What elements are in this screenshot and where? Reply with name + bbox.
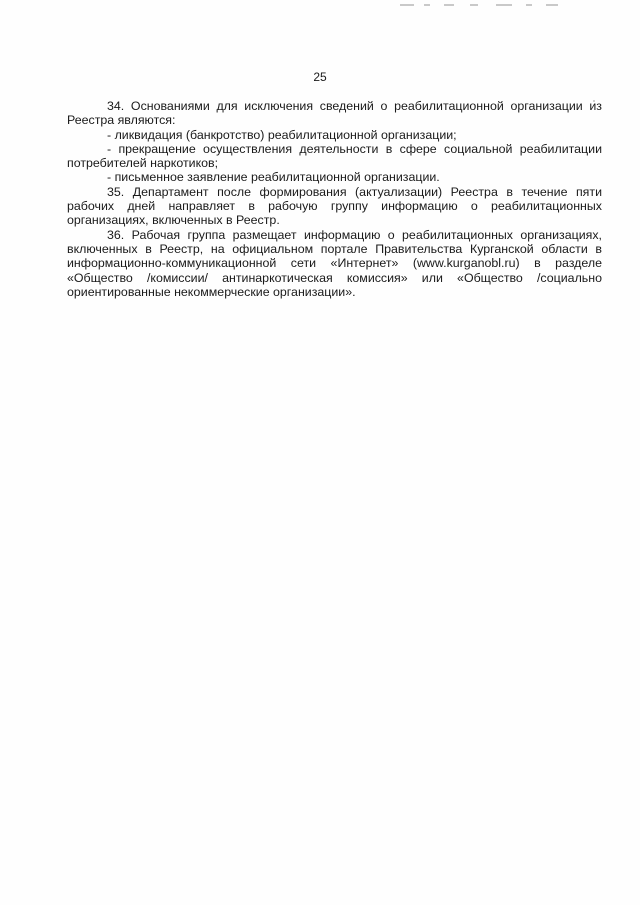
list-item-written-request: - письменное заявление реабилитационной организации. [107,170,440,185]
paragraph-34: 34. Основаниями для исключения сведений о реабилитационной организации из Реестра являются: [67,99,602,128]
list-item-liquidation: - ликвидация (банкротство) реабилитационной организации; [107,127,457,142]
paragraph-35: 35. Департамент после формирования (актуализации) Реестра в течение пяти рабочих дней направляет в рабочую группу информацию о реабилитационных организациях, включенных в Реестр. [67,184,602,228]
scan-artifact [400,4,570,10]
list-item-termination: - прекращение осуществления деятельности в сфере социальной реабилитации потребителей наркотиков; [67,141,602,171]
paragraph-36: 36. Рабочая группа размещает информацию о реабилитационных организациях, включенных в Реестр, на официальном портале Правительства Курганской области в информационно-коммуникационной сети «Интернет» (www.kurganobl.ru) в разделе «Общество /комиссии/ антинаркотическая комиссия» или «Общество /социально ориентированные некоммерческие организации». [67,227,602,299]
document-body [67,99,602,299]
page-number: 25 [313,70,327,84]
